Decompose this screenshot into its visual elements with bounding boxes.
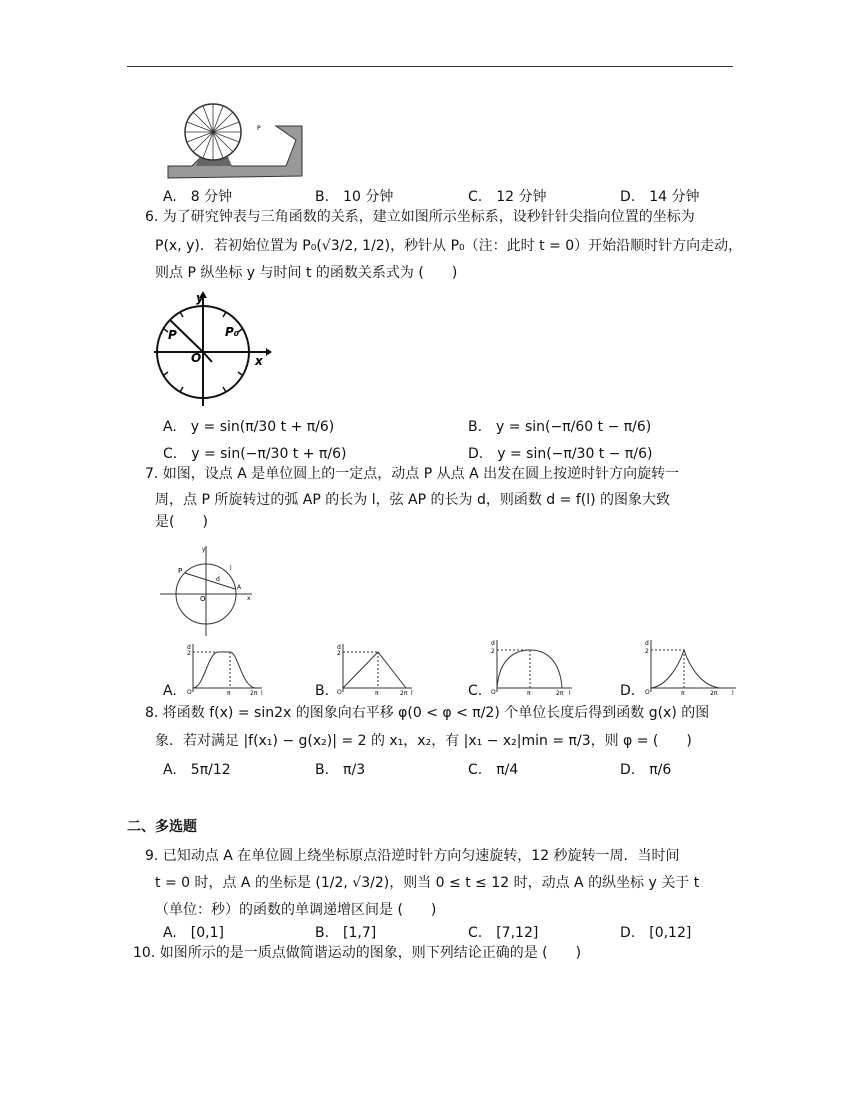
q6-option-c: C. y = sin(−π/30 t + π/6) <box>163 446 347 462</box>
q7-option-a: A. <box>163 683 177 699</box>
q7-option-d: D. <box>620 683 636 699</box>
q9-option-d: D. [0,12] <box>620 925 692 941</box>
graph-a-two: 2 <box>187 650 191 657</box>
q7-line-3: 是( ) <box>155 514 208 530</box>
header-rule <box>127 66 733 67</box>
q9-line-2: t = 0 时，点 A 的坐标是 (1/2, √3/2)，则当 0 ≤ t ≤ 12 时，动点 A 的纵坐标 y 关于 t <box>155 875 700 891</box>
graph-a-pi: π <box>227 690 231 696</box>
q8-line-2: 象．若对满足 |f(x₁) − g(x₂)| = 2 的 x₁，x₂，有 |x₁ − x₂|min = π/3，则 φ = ( ) <box>155 733 692 749</box>
q8-option-a: A. 5π/12 <box>163 762 231 778</box>
q6-line-2: P(x, y)．若初始位置为 P₀(√3/2, 1/2)，秒针从 P₀（注：此时 t = 0）开始沿顺时针方向走动， <box>155 238 743 254</box>
circle-o-label: O <box>200 595 206 603</box>
graph-c-d: d <box>491 640 495 647</box>
graph-c-pi: π <box>527 690 531 696</box>
q8-option-b: B. π/3 <box>315 762 366 778</box>
q7-line-2: 周，点 P 所旋转过的弧 AP 的长为 l，弦 AP 的长为 d，则函数 d = f(l) 的图象大致 <box>155 492 671 508</box>
q6-option-d: D. y = sin(−π/30 t − π/6) <box>468 446 653 462</box>
graph-d-l: l <box>732 690 734 696</box>
q8-option-c: C. π/4 <box>468 762 519 778</box>
graph-c-2pi: 2π <box>556 690 564 696</box>
graph-a <box>186 642 266 696</box>
graph-c-l: l <box>569 690 571 696</box>
graph-c-o: O <box>491 689 496 696</box>
graph-a-l: l <box>261 690 263 696</box>
circle-x-label: x <box>247 595 251 602</box>
q10-line-1: 10. 如图所示的是一质点做简谐运动的图象，则下列结论正确的是 ( ) <box>133 945 582 961</box>
clock-o-label: O <box>191 351 202 365</box>
q7-line-1: 7. 如图，设点 A 是单位圆上的一定点，动点 P 从点 A 出发在圆上按逆时针方向旋转一 <box>145 466 680 482</box>
q7-option-b: B. <box>315 683 330 699</box>
q5-option-d: D. 14 分钟 <box>620 189 700 205</box>
q9-option-c: C. [7,12] <box>468 925 539 941</box>
q6-line-1: 6. 为了研究钟表与三角函数的关系，建立如图所示坐标系，设秒针针尖指向位置的坐标为 <box>145 209 695 225</box>
graph-b-two: 2 <box>337 650 341 657</box>
circle-d-label: d <box>216 576 220 583</box>
clock-figure <box>148 288 273 410</box>
q7-option-c: C. <box>468 683 483 699</box>
graph-b-o: O <box>337 689 342 696</box>
q9-line-3: （单位：秒）的函数的单调递增区间是 ( ) <box>155 902 437 918</box>
unit-circle-figure <box>158 542 258 638</box>
clock-x-label: x <box>255 354 263 368</box>
graph-d <box>644 638 740 696</box>
graph-d-two: 2 <box>645 648 649 655</box>
graph-b-l: l <box>411 690 413 696</box>
circle-y-label: y <box>202 546 206 553</box>
q5-option-a: A. 8 分钟 <box>163 189 233 205</box>
q6-option-b: B. y = sin(−π/60 t − π/6) <box>468 419 652 435</box>
q9-option-a: A. [0,1] <box>163 925 224 941</box>
q6-option-a: A. y = sin(π/30 t + π/6) <box>163 419 335 435</box>
graph-d-2pi: 2π <box>710 690 718 696</box>
ferris-wheel-figure <box>160 96 310 182</box>
graph-b-d: d <box>337 644 341 651</box>
graph-a-o: O <box>187 689 192 696</box>
q5-option-c: C. 12 分钟 <box>468 189 547 205</box>
ferris-p-label: P <box>257 125 261 132</box>
graph-d-pi: π <box>681 690 685 696</box>
section-title: 二、多选题 <box>127 819 197 835</box>
graph-b-pi: π <box>375 690 379 696</box>
graph-b <box>336 642 416 696</box>
circle-a-label: A <box>237 584 242 591</box>
clock-y-label: y <box>196 291 204 305</box>
graph-c-two: 2 <box>491 648 495 655</box>
q9-option-b: B. [1,7] <box>315 925 377 941</box>
clock-p-label: P <box>168 328 177 342</box>
q5-option-b: B. 10 分钟 <box>315 189 394 205</box>
circle-p-label: P <box>178 567 183 575</box>
circle-l-label: l <box>230 565 232 572</box>
graph-a-d: d <box>187 644 191 651</box>
q8-option-d: D. π/6 <box>620 762 672 778</box>
q6-line-3: 则点 P 纵坐标 y 与时间 t 的函数关系式为 ( ) <box>155 265 458 281</box>
q9-line-1: 9. 已知动点 A 在单位圆上绕坐标原点沿逆时针方向匀速旋转，12 秒旋转一周．当时间 <box>145 848 680 864</box>
graph-c <box>490 638 576 696</box>
graph-a-2pi: 2π <box>250 690 258 696</box>
clock-p0-label: P₀ <box>225 325 240 339</box>
q8-line-1: 8. 将函数 f(x) = sin2x 的图象向右平移 φ(0 < φ < π/2) 个单位长度后得到函数 g(x) 的图 <box>145 705 710 721</box>
graph-d-o: O <box>645 689 650 696</box>
graph-b-2pi: 2π <box>400 690 408 696</box>
graph-d-d: d <box>645 640 649 647</box>
